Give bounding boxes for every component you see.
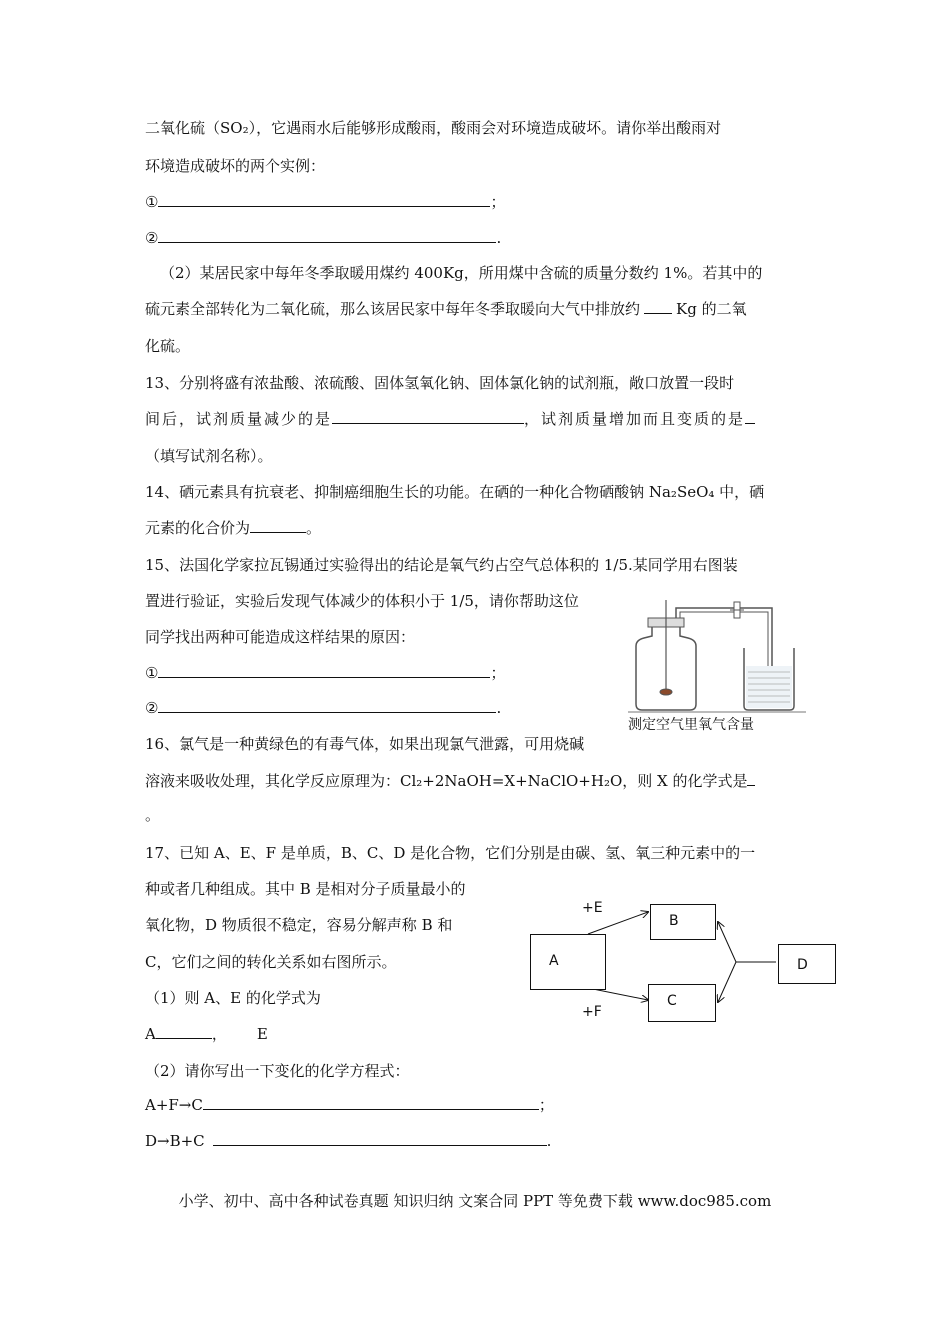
- answer-line: [145, 1095, 554, 1115]
- answer-line: [145, 192, 505, 212]
- text-segment: E: [256, 1025, 268, 1043]
- question-17: 17、已知 A、E、F 是单质，B、C、D 是化合物，它们分别是由碳、氢、氧三种元素中的一: [145, 844, 756, 862]
- answer-blank[interactable]: [158, 228, 496, 243]
- answer-blank[interactable]: [250, 518, 306, 533]
- text-line: （填写试剂名称）。: [145, 447, 273, 465]
- conversion-diagram: [528, 896, 838, 1026]
- text-segment: 溶液来吸收处理，其化学反应原理为：Cl₂+2NaOH=X+NaClO+H₂O，则 X 的化学式是: [145, 772, 748, 790]
- text-segment: A: [145, 1025, 156, 1043]
- node-a: A: [530, 934, 606, 990]
- node-c: C: [648, 984, 716, 1022]
- text-line: 环境造成破坏的两个实例：: [145, 157, 326, 175]
- answer-blank[interactable]: [644, 299, 672, 314]
- text-segment: D→B+C: [145, 1132, 205, 1150]
- answer-blank[interactable]: [156, 1024, 212, 1039]
- text-line: 化硫。: [145, 337, 191, 355]
- text-line: 氧化物，D 物质很不稳定，容易分解声称 B 和: [145, 916, 453, 934]
- node-d: D: [778, 944, 836, 984]
- punctuation: .: [496, 699, 502, 717]
- answer-blank[interactable]: [158, 663, 490, 678]
- text-segment: 硫元素全部转化为二氧化硫，那么该居民家中每年冬季取暖向大气中排放约: [145, 300, 641, 318]
- question-16: 16、氯气是一种黄绿色的有毒气体，如果出现氯气泄露，可用烧碱: [145, 735, 585, 753]
- text-segment: A+F→C: [145, 1096, 203, 1114]
- text-segment: 间后，试剂质量减少的是: [145, 410, 333, 428]
- answer-blank[interactable]: [158, 698, 496, 713]
- question-15: 15、法国化学家拉瓦锡通过实验得出的结论是氧气约占空气总体积的 1/5.某同学用右图装: [145, 556, 738, 574]
- text-segment: 元素的化合价为: [145, 519, 251, 537]
- circled-number: ②: [145, 699, 159, 717]
- text-line: （1）则 A、E 的化学式为: [145, 989, 321, 1007]
- page-footer: 小学、初中、高中各种试卷真题 知识归纳 文案合同 PPT 等免费下载 www.doc985.com: [178, 1192, 772, 1210]
- answer-blank[interactable]: [203, 1095, 539, 1110]
- oxygen-measurement-apparatus: [622, 596, 812, 738]
- punctuation: .: [546, 1132, 552, 1150]
- text-line: [145, 409, 755, 429]
- answer-blank[interactable]: [332, 409, 524, 424]
- text-segment: 。: [306, 519, 322, 537]
- text-line: 种或者几种组成。其中 B 是相对分子质量最小的: [145, 880, 466, 898]
- answer-line: [145, 663, 505, 683]
- answer-line: [145, 228, 501, 248]
- text-line: 二氧化硫（SO₂），它遇雨水后能够形成酸雨，酸雨会对环境造成破坏。请你举出酸雨对: [145, 119, 722, 137]
- answer-blank[interactable]: [747, 771, 755, 786]
- punctuation: ，: [211, 1025, 227, 1043]
- question-13: 13、分别将盛有浓盐酸、浓硫酸、固体氢氧化钠、固体氯化钠的试剂瓶，敞口放置一段时: [145, 374, 735, 392]
- text-line: 。: [145, 806, 161, 824]
- text-line: 同学找出两种可能造成这样结果的原因：: [145, 628, 416, 646]
- answer-line: [145, 1131, 551, 1151]
- label-plus-f: +F: [582, 1004, 602, 1020]
- node-b: B: [650, 904, 716, 940]
- answer-blank[interactable]: [213, 1131, 547, 1146]
- text-segment: ，试剂质量增加而且变质的是: [524, 410, 746, 428]
- answer-blank[interactable]: [158, 192, 490, 207]
- circled-number: ①: [145, 664, 159, 682]
- punctuation: ；: [490, 193, 506, 211]
- punctuation: ；: [490, 664, 506, 682]
- punctuation: .: [496, 229, 502, 247]
- text-segment: Kg 的二氧: [676, 300, 747, 318]
- text-line: C，它们之间的转化关系如右图所示。: [145, 953, 397, 971]
- text-line: 置进行验证，实验后发现气体减少的体积小于 1/5，请你帮助这位: [145, 592, 579, 610]
- text-line: [145, 299, 747, 319]
- answer-blank[interactable]: [745, 409, 755, 424]
- text-line: （2）请你写出一下变化的化学方程式：: [145, 1062, 410, 1080]
- circled-number: ①: [145, 193, 159, 211]
- text-line: [145, 518, 321, 538]
- circled-number: ②: [145, 229, 159, 247]
- text-line: [145, 771, 755, 791]
- label-plus-e: +E: [582, 900, 603, 916]
- answer-line: [145, 698, 501, 718]
- question-14: 14、硒元素具有抗衰老、抑制癌细胞生长的功能。在硒的一种化合物硒酸钠 Na₂SeO₄ 中，硒: [145, 483, 765, 501]
- answer-line: [145, 1024, 268, 1044]
- apparatus-caption: 测定空气里氧气含量: [628, 717, 754, 733]
- punctuation: ；: [538, 1096, 554, 1114]
- text-line: （2）某居民家中每年冬季取暖用煤约 400Kg，所用煤中含硫的质量分数约 1%。若其中的: [160, 264, 763, 282]
